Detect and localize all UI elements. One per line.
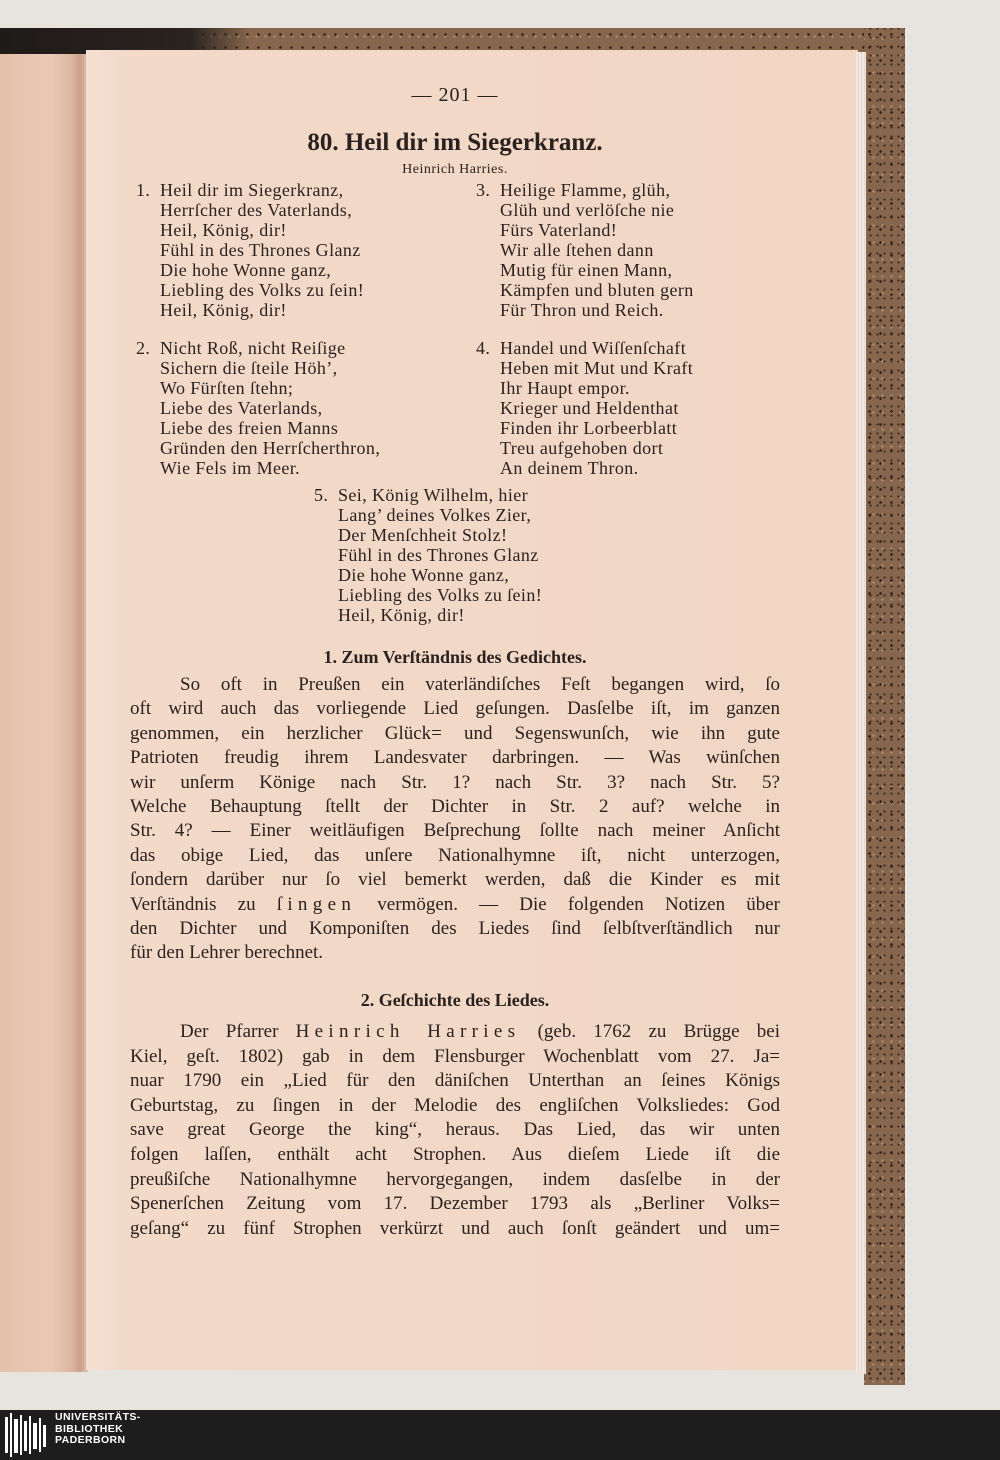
paragraph-line: wir unſerm Könige nach Str. 1? nach Str. 3? nach Str. 5? — [130, 771, 780, 793]
stamp-line: UNIVERSITÄTS- — [55, 1411, 141, 1423]
verse-line: Gründen den Herrſcherthron, — [160, 438, 381, 458]
paragraph-line: Str. 4? — Einer weitläufigen Beſprechung ſollte nach meiner Anſicht — [130, 820, 780, 842]
stanza-number: 3. — [476, 180, 491, 200]
verse-line: Ihr Haupt empor. — [500, 378, 630, 398]
stamp-line: BIBLIOTHEK — [55, 1422, 124, 1435]
paragraph-line: Geburtstag, zu ſingen in der Melodie des engliſchen Volksliedes: God — [130, 1094, 780, 1116]
library-stamp-bar — [0, 1410, 1000, 1460]
spaced-emphasis: Heinrich Harries — [295, 1021, 521, 1042]
paragraph-line: Spenerſchen Zeitung vom 17. Dezember 1793 als „Berliner Volks= — [130, 1193, 780, 1215]
paragraph-line: preußiſche Nationalhymne hervorgegangen, indem dasſelbe in der — [130, 1168, 780, 1190]
verse-line: Wir alle ſtehen dann — [500, 240, 654, 260]
verse-line: An deinem Thron. — [500, 458, 639, 478]
paragraph-line: das obige Lied, das unſere Nationalhymne iſt, nicht unterzogen, — [130, 844, 780, 866]
verse-line: Mutig für einen Mann, — [500, 260, 673, 280]
stanza — [314, 485, 543, 625]
verse-line: Lang’ deines Volkes Zier, — [338, 505, 532, 525]
verse-line: Fühl in des Thrones Glanz — [160, 240, 361, 260]
verse-line: Krieger und Heldenthat — [500, 398, 679, 418]
paragraph-line: Welche Behauptung ſtellt der Dichter in Str. 2 auf? welche in — [130, 796, 780, 818]
page-edges — [856, 52, 866, 1374]
stanza-number: 5. — [314, 485, 329, 505]
section-heading-understanding: 1. Zum Verſtändnis des Gedichtes. — [323, 647, 587, 667]
spaced-emphasis: ſingen — [276, 893, 357, 915]
stanza — [136, 338, 381, 478]
verse-line: Liebling des Volks zu ſein! — [338, 585, 543, 605]
paragraph-line: So oft in Preußen ein vaterländiſches Feſt begangen wird, ſo — [180, 674, 780, 695]
paragraph-line: den Dichter und Komponiſten des Liedes ſind ſelbſtverſtändlich nur — [130, 918, 780, 940]
verse-line: Fürs Vaterland! — [500, 220, 618, 240]
verse-line: Liebe des freien Manns — [160, 418, 339, 438]
stanza-number: 2. — [136, 338, 151, 358]
paragraph-line: genommen, ein herzlicher Glück= und Segenswunſch, wie ihn gute — [130, 722, 780, 744]
paragraph-line: save great George the king“, heraus. Das Lied, das wir unten — [130, 1119, 780, 1141]
verse-line: Die hohe Wonne ganz, — [338, 565, 510, 585]
stanza — [136, 180, 365, 320]
stanza-number: 4. — [476, 338, 491, 358]
verse-line: Der Menſchheit Stolz! — [338, 525, 508, 545]
verse-line: Handel und Wiſſenſchaft — [500, 338, 687, 358]
paragraph-line: oft wird auch das vorliegende Lied geſungen. Dasſelbe iſt, im ganzen — [130, 698, 780, 720]
stanza — [476, 338, 694, 478]
verse-line: Liebe des Vaterlands, — [160, 398, 323, 418]
section-paragraph-understanding — [130, 673, 780, 966]
verse-line: Heben mit Mut und Kraft — [500, 358, 694, 378]
verse-line: Heil dir im Siegerkranz, — [160, 180, 344, 200]
library-stamp-text — [55, 1412, 141, 1447]
paragraph-line — [130, 1020, 780, 1045]
library-logo-icon — [4, 1413, 50, 1457]
verse-line: Glüh und verlöſche nie — [500, 200, 675, 220]
verse-line: Liebling des Volks zu ſein! — [160, 280, 365, 300]
paragraph-line: Kiel, geſt. 1802) gab in dem Flensburger Wochenblatt vom 27. Ja= — [130, 1045, 780, 1067]
paragraph-line: geſang“ zu fünf Strophen verkürzt und auch ſonſt geändert und um= — [130, 1217, 780, 1239]
paragraph-line: Patrioten freudig ihrem Landesvater darbringen. — Was wünſchen — [130, 747, 780, 769]
stanza-number: 1. — [136, 180, 151, 200]
poem-title: 80. Heil dir im Siegerkranz. — [307, 129, 603, 156]
poem-author: Heinrich Harries. — [402, 162, 508, 177]
stanza — [476, 180, 694, 320]
verse-line: Für Thron und Reich. — [500, 300, 664, 320]
text-segment: (geb. 1762 zu Brügge bei — [520, 1021, 780, 1042]
paragraph-line: für den Lehrer berechnet. — [130, 942, 324, 964]
verse-line: Treu aufgehoben dort — [500, 438, 664, 458]
page-number: — 201 — — [411, 84, 499, 106]
verse-line: Heilige Flamme, glüh, — [500, 180, 671, 200]
verse-line: Heil, König, dir! — [338, 605, 465, 625]
verse-line: Nicht Roß, nicht Reiſige — [160, 338, 346, 358]
verse-line: Sei, König Wilhelm, hier — [338, 485, 529, 505]
verse-line: Wo Fürſten ſtehn; — [160, 378, 294, 398]
text-segment: Der Pfarrer — [180, 1021, 296, 1042]
paragraph-line: ſondern darüber nur ſo viel bemerkt werden, daß die Kinder es mit — [130, 869, 780, 891]
verse-line: Heil, König, dir! — [160, 220, 287, 240]
verse-line: Sichern die ſteile Höh’, — [160, 358, 338, 378]
section-paragraph-history — [130, 1020, 780, 1241]
previous-page-edge — [0, 44, 88, 1372]
paragraph-line — [130, 893, 780, 917]
text-segment: Verſtändnis zu — [130, 893, 277, 915]
text-segment: vermögen. — Die folgenden Notizen über — [356, 893, 780, 915]
verse-line: Wie Fels im Meer. — [160, 458, 301, 478]
stamp-line: PADERBORN — [55, 1434, 126, 1446]
verse-line: Herrſcher des Vaterlands, — [160, 200, 353, 220]
section-heading-history: 2. Geſchichte des Liedes. — [360, 990, 550, 1010]
book-cover-board — [864, 28, 905, 1385]
paragraph-line: folgen laſſen, enthält acht Strophen. Aus dieſem Liede iſt die — [130, 1143, 780, 1165]
verse-line: Heil, König, dir! — [160, 300, 287, 320]
paragraph-line: nuar 1790 ein „Lied für den däniſchen Unterthan an ſeines Königs — [130, 1070, 780, 1092]
verse-line: Kämpfen und bluten gern — [500, 280, 694, 300]
verse-line: Finden ihr Lorbeerblatt — [500, 418, 678, 438]
verse-line: Fühl in des Thrones Glanz — [338, 545, 539, 565]
verse-line: Die hohe Wonne ganz, — [160, 260, 332, 280]
